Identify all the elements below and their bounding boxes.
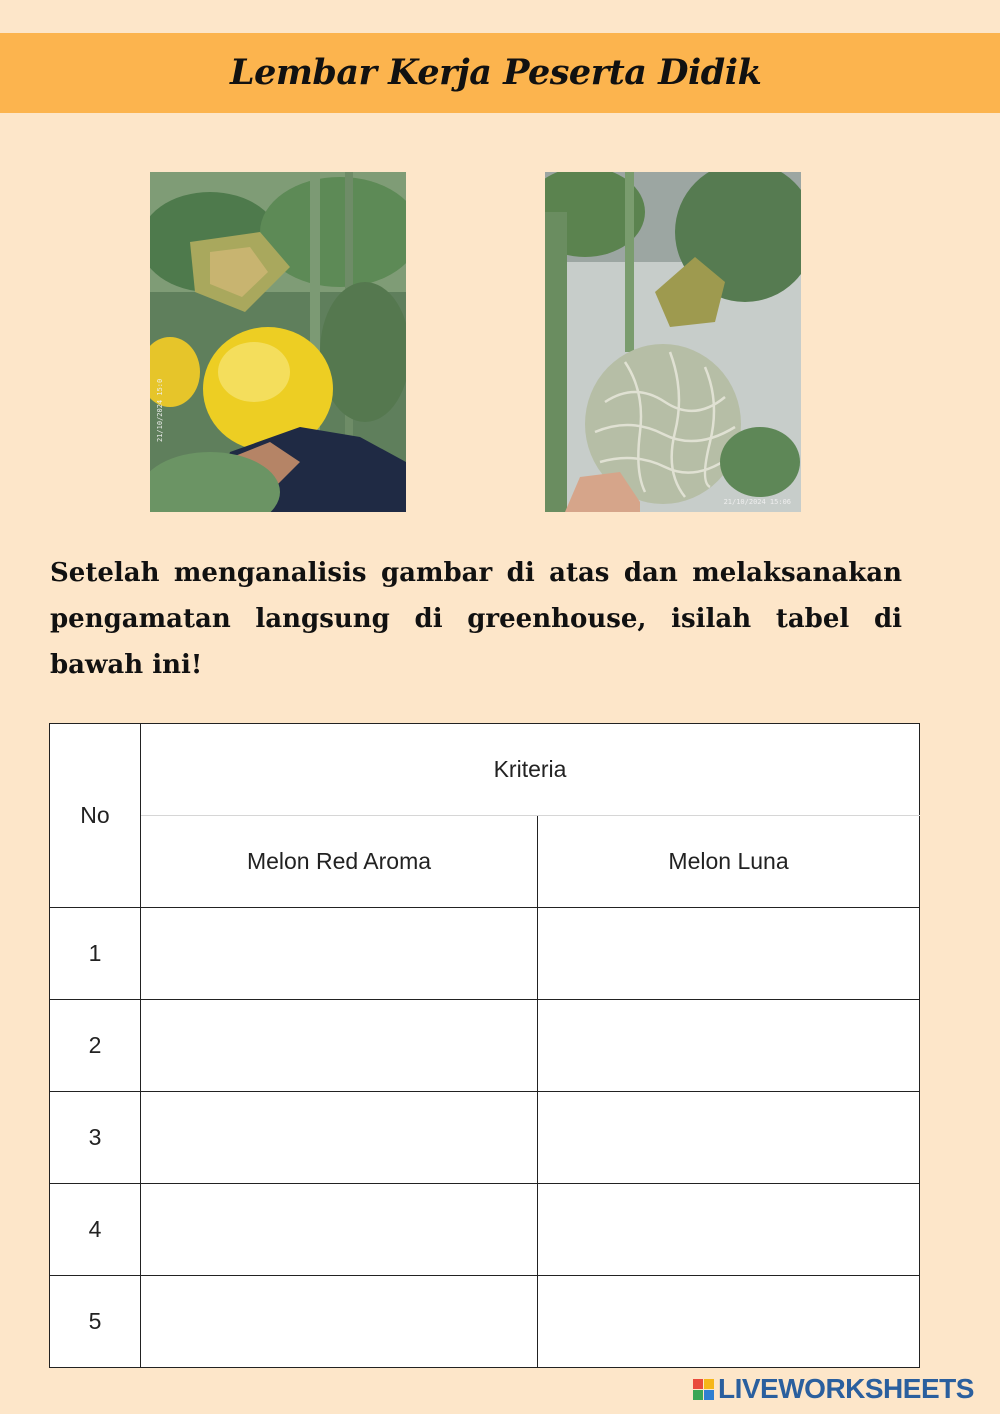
title-banner [0,33,1000,113]
row-number: 1 [50,908,141,1000]
yellow-melon-photo [150,172,406,512]
column-header-luna: Melon Luna [538,816,920,908]
luna-answer-cell[interactable] [538,1276,920,1368]
row-number: 4 [50,1184,141,1276]
row-number: 3 [50,1092,141,1184]
red-aroma-answer-cell[interactable] [141,1092,538,1184]
instruction-text: Setelah menganalisis gambar di atas dan melaksanakan pengamatan langsung di greenhouse, isilah tabel di bawah ini! [50,558,902,680]
criteria-header: Kriteria [141,724,920,816]
photo-timestamp-right: 21/10/2024 15:06 [723,498,791,506]
table-row [50,1184,920,1276]
no-header: No [50,724,141,908]
row-number: 2 [50,1000,141,1092]
page-title: Lembar Kerja Peserta Didik [230,52,762,93]
netted-melon-photo [545,172,801,512]
luna-answer-cell[interactable] [538,908,920,1000]
red-aroma-answer-cell[interactable] [141,908,538,1000]
red-aroma-answer-cell[interactable] [141,1276,538,1368]
table-row [50,1092,920,1184]
observation-table [49,723,920,1368]
luna-answer-cell[interactable] [538,1000,920,1092]
liveworksheets-grid-icon [693,1379,714,1400]
brand-name: LIVEWORKSHEETS [718,1373,974,1404]
red-aroma-answer-cell[interactable] [141,1184,538,1276]
luna-answer-cell[interactable] [538,1184,920,1276]
table-row [50,908,920,1000]
column-header-red-aroma: Melon Red Aroma [141,816,538,908]
table-row [50,1000,920,1092]
luna-answer-cell[interactable] [538,1092,920,1184]
photo-timestamp-left: 21/10/2024 15:0 [156,378,164,442]
liveworksheets-logo [693,1374,974,1404]
row-number: 5 [50,1276,141,1368]
red-aroma-answer-cell[interactable] [141,1000,538,1092]
table-row [50,1276,920,1368]
